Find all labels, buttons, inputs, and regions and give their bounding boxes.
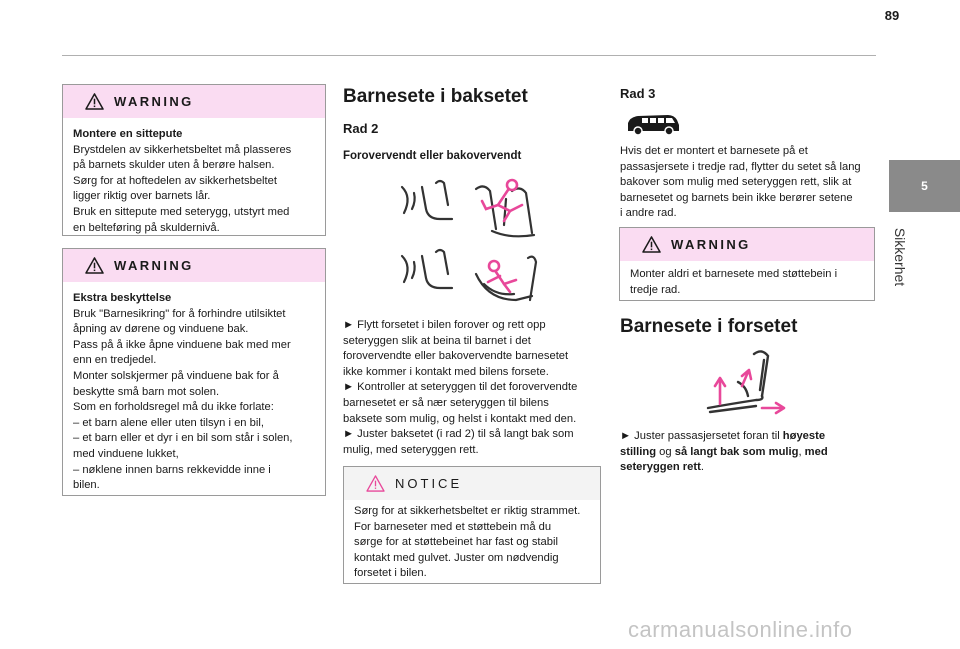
warning-triangle-icon	[85, 93, 104, 110]
top-divider	[62, 55, 876, 56]
instruction-line: seteryggen slik at beina til barnet i det	[343, 334, 531, 347]
text-line: kontakt med gulvet. Juster om nødvendig	[354, 551, 559, 564]
text-line: enn en tredjedel.	[73, 354, 157, 367]
text-line: bakover som mulig med seteryggen rett, slik at	[620, 176, 852, 189]
text-line: beskytte små barn mot solen.	[73, 385, 220, 398]
instruction-line: ikke kommer i kontakt med bilens forsete.	[343, 365, 549, 378]
text-line: – et barn alene eller uten tilsyn i en bil,	[73, 416, 264, 429]
text-line: bilen.	[73, 479, 100, 492]
warning-heading: Montere en sittepute	[73, 128, 183, 140]
notice-header	[344, 467, 600, 500]
text-line: passasjersete i tredje rad, flytter du setet så lang	[620, 160, 861, 173]
text-line: – nøklene innen barns rekkevidde inne i	[73, 463, 271, 476]
warning-body	[620, 261, 874, 306]
text-line: Hvis det er montert et barnesete på et	[620, 145, 808, 157]
rear-facing-seat-illustration	[392, 244, 542, 309]
rear-subtitle: Forovervendt eller bakovervendt	[343, 150, 522, 162]
text-line: en belteføring på skuldernivå.	[73, 221, 220, 234]
warning-title: WARNING	[114, 258, 194, 273]
text-line: Bruk en sittepute med seterygg, utstyrt med	[73, 205, 290, 218]
text-line: åpning av dørene og vinduene bak.	[73, 323, 249, 336]
warning-body	[63, 282, 325, 502]
warning-triangle-icon	[85, 257, 104, 274]
warning-header	[620, 228, 874, 261]
instruction-line: forovervendte eller bakovervendte barnesetet	[343, 350, 569, 363]
text-line: – et barn eller et dyr i en bil som står i solen,	[73, 432, 293, 445]
instruction-line: barnesetet er så nær seteryggen til bilens	[343, 396, 549, 409]
rear-instructions	[343, 318, 599, 458]
row3-text	[620, 144, 878, 222]
warning-title: WARNING	[114, 94, 194, 109]
warning-box-beskyttelse	[62, 248, 326, 496]
forward-facing-seat-illustration	[392, 175, 542, 240]
van-icon	[624, 112, 682, 136]
notice-triangle-icon	[366, 475, 385, 492]
front-seat-adjust-illustration	[690, 346, 790, 418]
warning-heading: Ekstra beskyttelse	[73, 292, 172, 304]
text-line: Bruk "Barnesikring" for å forhindre utilsiktet	[73, 307, 286, 320]
text-line: Som en forholdsregel må du ikke forlate:	[73, 401, 274, 414]
text-line: forsetet i bilen.	[354, 567, 427, 580]
warning-box-row3	[619, 227, 875, 301]
text-line: barnesetet og barnets bein ikke berører setene	[620, 191, 853, 204]
watermark: carmanualsonline.info	[628, 617, 853, 642]
notice-box	[343, 466, 601, 584]
chapter-tab[interactable]	[889, 160, 960, 212]
notice-body	[344, 500, 600, 590]
instruction-line: mulig, med seteryggen rett.	[343, 443, 479, 456]
warning-header	[63, 249, 325, 282]
text-line: i andre rad.	[620, 207, 677, 220]
instruction-line: baksete som mulig, og helst i kontakt med den.	[343, 412, 577, 425]
text-line: Pass på å ikke åpne vinduene bak med mer	[73, 338, 291, 351]
front-seat-title: Barnesete i forsetet	[620, 316, 798, 337]
warning-body	[63, 118, 325, 244]
page-number: 89	[884, 8, 900, 23]
row3-title: Rad 3	[620, 86, 656, 101]
row2-title: Rad 2	[343, 121, 379, 136]
instruction-line: ► Juster baksetet (i rad 2) til så langt bak som	[343, 428, 574, 441]
text-line: ligger riktig over barnets lår.	[73, 190, 211, 203]
text-line: Monter solskjermer på vinduene bak for å	[73, 369, 279, 382]
text-line: Brystdelen av sikkerhetsbeltet må plasseres	[73, 143, 292, 156]
rear-seat-title: Barnesete i baksetet	[343, 86, 528, 107]
notice-title: NOTICE	[395, 476, 463, 491]
chapter-number: 5	[921, 179, 928, 193]
text-line: sørge for at støttebeinet har fast og stabil	[354, 536, 558, 549]
warning-triangle-icon	[642, 236, 661, 253]
instruction-line: ► Kontroller at seteryggen til det forovervendte	[343, 381, 578, 394]
instruction-line: ► Flytt forsetet i bilen forover og rett opp	[343, 319, 546, 331]
front-instructions: ► Juster passasjersetet foran til høyeste stilling og så langt bak som mulig, med seteryggen rett.	[620, 430, 828, 474]
text-line: For barneseter med et støttebein må du	[354, 520, 552, 533]
chapter-label: Sikkerhet	[892, 227, 909, 287]
text-line: Monter aldri et barnesete med støttebein i	[630, 268, 838, 280]
warning-title: WARNING	[671, 237, 751, 252]
warning-box-sittepute	[62, 84, 326, 236]
text-line: Sørg for at sikkerhetsbeltet er riktig strammet.	[354, 505, 581, 517]
text-line: Sørg for at hoftedelen av sikkerhetsbeltet	[73, 174, 277, 187]
text-line: med vinduene lukket,	[73, 447, 179, 460]
warning-header	[63, 85, 325, 118]
text-line: på barnets skulder uten å berøre halsen.	[73, 159, 275, 172]
text-line: tredje rad.	[630, 283, 681, 296]
